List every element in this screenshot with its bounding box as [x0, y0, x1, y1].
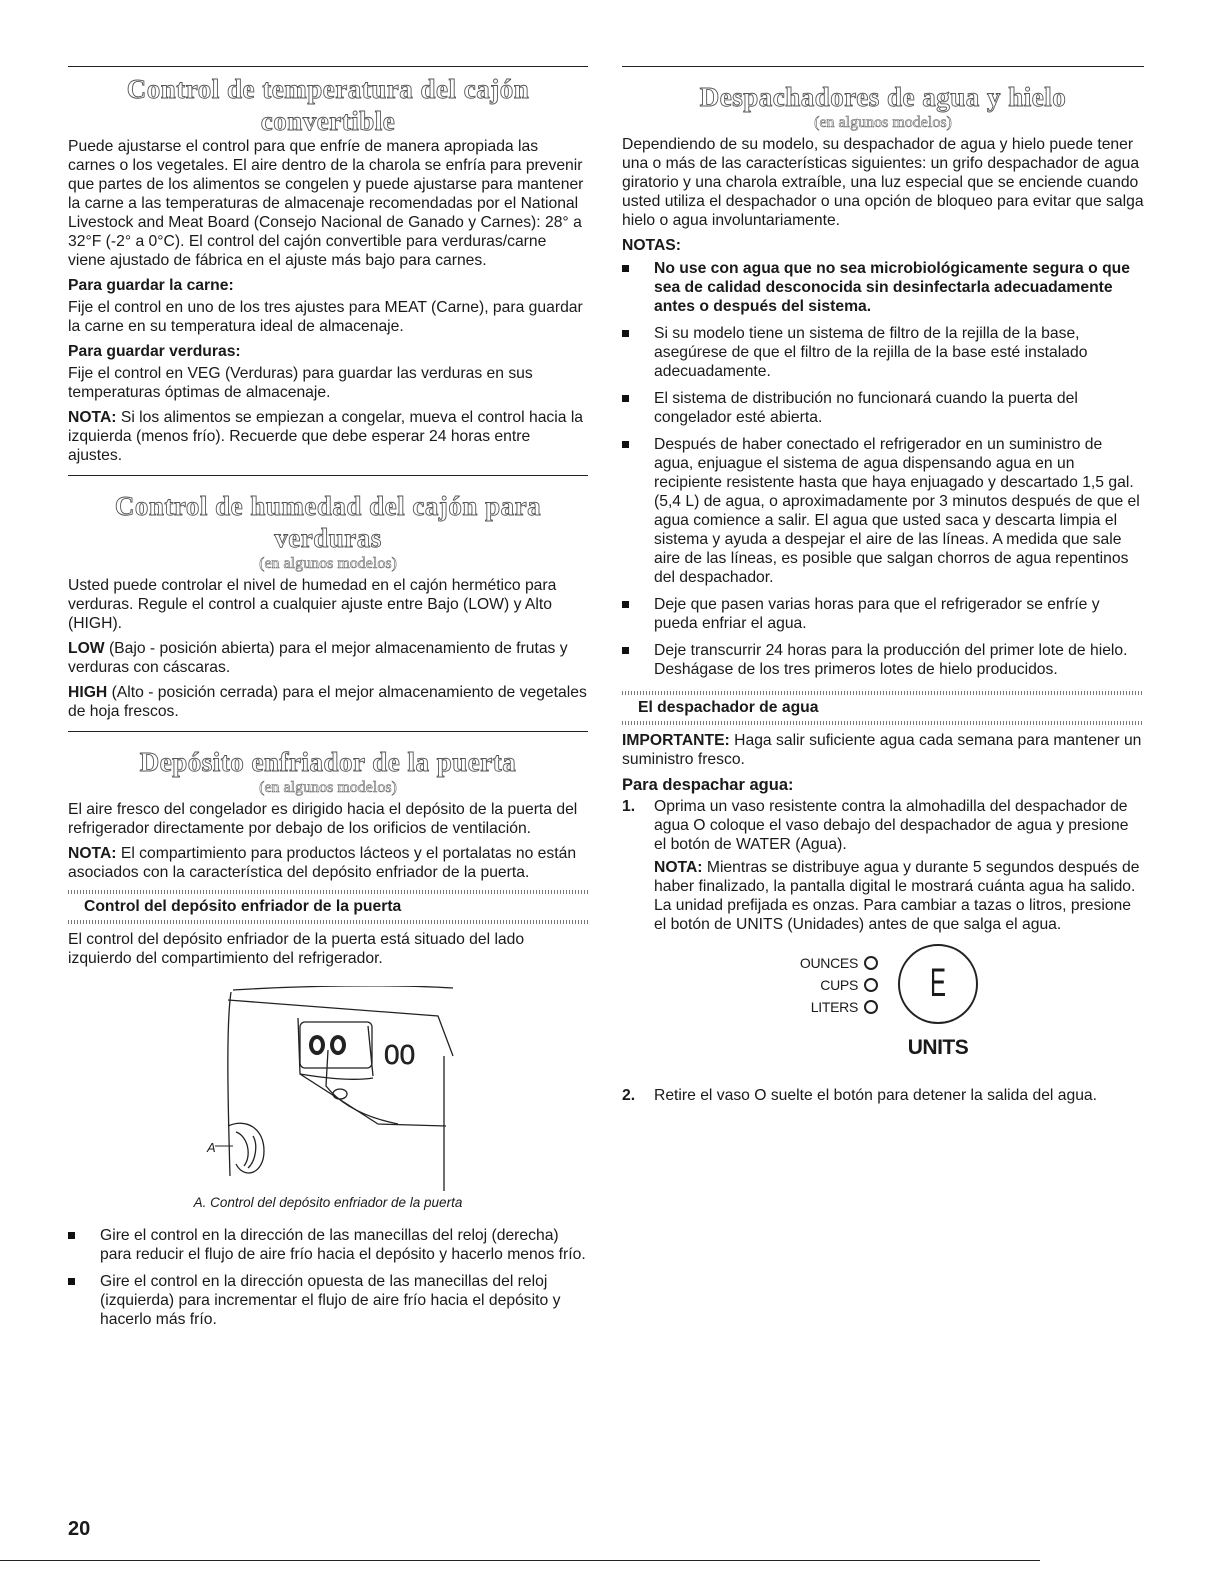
liters-indicator-icon — [864, 1000, 878, 1014]
section-rule — [68, 475, 588, 476]
unit-indicators — [864, 956, 878, 1014]
paragraph: Fije el control en uno de los tres ajustes para MEAT (Carne), para guardar la carne en su temperatura ideal de almacenaje. — [68, 299, 583, 335]
section-title-humidity: Control de humedad del cajón para verduras — [114, 491, 542, 553]
low-label: LOW — [68, 640, 105, 657]
note-paragraph — [68, 408, 588, 465]
step-item — [622, 1086, 1144, 1105]
figure-letter-a: A — [207, 1140, 216, 1155]
step-number: 1. — [622, 798, 636, 815]
cups-indicator-icon — [864, 978, 878, 992]
steps-list — [622, 797, 1144, 934]
units-button-label: UNITS — [907, 1036, 969, 1059]
notes-list — [622, 259, 1144, 679]
note-text: Mientras se distribuye agua y durante 5 segundos después de haber finalizado, la pantalla digital le mostrará cuánta agua ha salido. La unidad prefijada es onzas. Para cambiar a tazas o litros, presione el botón de UNITS (Unidades) antes de que salga el agua. — [654, 859, 1140, 933]
left-column — [68, 66, 588, 1337]
low-text: (Bajo - posición abierta) para el mejor almacenamiento de frutas y verduras con cáscaras. — [68, 640, 568, 676]
note-label: NOTA: — [68, 409, 117, 426]
step-text: Oprima un vaso resistente contra la almohadilla del despachador de agua O coloque el vaso debajo del despachador de agua y presione el botón de WATER (Agua). — [654, 798, 1129, 853]
note-paragraph — [68, 844, 588, 882]
step-item — [622, 797, 1144, 934]
note-label: NOTA: — [68, 845, 117, 862]
unit-ounces-label: OUNCES — [799, 955, 858, 971]
high-label: HIGH — [68, 684, 108, 701]
section-rule — [68, 66, 588, 67]
section-title-door-bin: Depósito enfriador de la puerta — [139, 747, 517, 777]
list-item — [622, 595, 1144, 633]
section-rule — [68, 731, 588, 732]
bullet-square-icon — [622, 647, 629, 654]
list-item-text: Gire el control en la dirección de las manecillas del reloj (derecha) para reducir el flujo de aire frío hacia el depósito y hacerlo menos frío. — [100, 1227, 586, 1263]
subheading-meat: Para guardar la carne: — [68, 277, 234, 294]
subsection-box — [622, 691, 1144, 725]
bullet-square-icon — [622, 265, 629, 272]
notes-heading: NOTAS: — [622, 237, 681, 254]
section-subtitle: (en algunos modelos) — [259, 555, 397, 572]
list-item-text: Deje transcurrir 24 horas para la producción del primer lote de hielo. Deshágase de los tres primeros lotes de hielo producidos. — [654, 642, 1128, 678]
section-rule — [622, 66, 1144, 67]
list-item — [622, 389, 1144, 427]
list-item-text: Después de haber conectado el refrigerador en un suministro de agua, enjuague el sistema de agua dispensando agua en un recipiente resistente hasta que haya enjuagado y descartado 1,5 gal. (5,4 L) de agua, o aproximadamente por 3 minutos después de que el agua comience a salir. El agua que usted saca y descarta limpia el sistema y ayuda a despejar el aire de las líneas. A medida que sale aire de las líneas, es posible que salgan chorros de agua repentinos del despachador. — [654, 436, 1140, 586]
units-button-letter: E — [929, 961, 947, 1005]
paragraph — [68, 683, 588, 721]
subsection-label: Control del depósito enfriador de la puerta — [84, 898, 402, 915]
bullet-list — [68, 1226, 588, 1329]
units-button[interactable] — [898, 944, 978, 1024]
bullet-square-icon — [68, 1232, 75, 1239]
dotted-rule — [622, 721, 1144, 725]
note-text: El compartimiento para productos lácteos y el portalatas no están asociados con la característica del depósito enfriador de la puerta. — [68, 845, 577, 881]
subheading-dispense: Para despachar agua: — [622, 776, 794, 794]
bullet-square-icon — [622, 441, 629, 448]
unit-liters-label: LITERS — [810, 999, 858, 1015]
paragraph: Fije el control en VEG (Verduras) para guardar las verduras en sus temperaturas óptimas de almacenaje. — [68, 365, 533, 401]
subsection-label: El despachador de agua — [638, 699, 819, 716]
subheading-veg: Para guardar verduras: — [68, 343, 241, 360]
note-label: NOTA: — [654, 859, 703, 876]
list-item-text: Gire el control en la dirección opuesta de las manecillas del reloj (izquierda) para incrementar el flujo de aire frío hacia el depósito y hacerlo más frío. — [100, 1273, 561, 1328]
paragraph — [68, 639, 588, 677]
dotted-rule — [68, 920, 588, 924]
unit-labels — [772, 952, 858, 1018]
important-paragraph — [622, 731, 1144, 769]
list-item — [622, 435, 1144, 587]
right-column — [622, 66, 1144, 1111]
important-text: Haga salir suficiente agua cada semana para mantener un suministro fresco. — [622, 732, 1142, 768]
section-title-dispensers: Despachadores de agua y hielo — [699, 82, 1067, 112]
list-item — [68, 1272, 588, 1329]
important-label: IMPORTANTE: — [622, 732, 730, 749]
step-text: Retire el vaso O suelte el botón para detener la salida del agua. — [654, 1087, 1098, 1104]
list-item — [622, 324, 1144, 381]
section-subtitle: (en algunos modelos) — [259, 779, 397, 796]
note-text: Si los alimentos se empiezan a congelar, mueva el control hacia la izquierda (menos frío). Recuerde que debe esperar 24 horas entre ajustes. — [68, 409, 584, 464]
bullet-square-icon — [622, 395, 629, 402]
svg-text:00: 00 — [384, 1039, 416, 1070]
list-item-text: No use con agua que no sea microbiológicamente segura o que sea de calidad desconocida sin desinfectarla adecuadamente antes o después del sistema. — [654, 260, 1130, 315]
high-text: (Alto - posición cerrada) para el mejor almacenamiento de vegetales de hoja frescos. — [68, 684, 587, 720]
section-subtitle: (en algunos modelos) — [814, 114, 952, 131]
page-number: 20 — [68, 1518, 91, 1540]
list-item-text: El sistema de distribución no funcionará cuando la puerta del congelador esté abierta. — [654, 390, 1078, 426]
bullet-square-icon — [68, 1278, 75, 1285]
ounces-indicator-icon — [864, 956, 878, 970]
list-item — [68, 1226, 588, 1264]
paragraph: El control del depósito enfriador de la puerta está situado del lado izquierdo del compartimiento del refrigerador. — [68, 931, 525, 967]
page-bottom-rule — [0, 1560, 1040, 1561]
subsection-box — [68, 890, 588, 924]
steps-list — [622, 1086, 1144, 1105]
note-paragraph — [654, 858, 1144, 934]
figure-caption: A. Control del depósito enfriador de la puerta — [193, 1195, 463, 1210]
list-item-text: Si su modelo tiene un sistema de filtro de la rejilla de la base, asegúrese de que el filtro de la rejilla de la base esté instalado adecuadamente. — [654, 325, 1088, 380]
list-item — [622, 641, 1144, 679]
door-bin-illustration — [68, 986, 588, 1191]
door-bin-figure — [68, 986, 588, 1191]
paragraph: Dependiendo de su modelo, su despachador de agua y hielo puede tener una o más de las características siguientes: un grifo despachador de agua giratorio y una charola extraíble, una luz especial que se enciende cuando usted utiliza el despachador o una opción de bloqueo para evitar que salga hielo o agua involuntariamente. — [622, 136, 1144, 229]
units-panel — [622, 940, 1144, 1080]
unit-cups-label: CUPS — [820, 977, 858, 993]
bullet-square-icon — [622, 601, 629, 608]
list-item — [622, 259, 1144, 316]
paragraph: El aire fresco del congelador es dirigido hacia el depósito de la puerta del refrigerador directamente por debajo de los orificios de ventilación. — [68, 801, 578, 837]
paragraph: Usted puede controlar el nivel de humedad en el cajón hermético para verduras. Regule el control a cualquier ajuste entre Bajo (LOW) y Alto (HIGH). — [68, 577, 557, 632]
paragraph: Puede ajustarse el control para que enfríe de manera apropiada las carnes o los vegetales. El aire dentro de la charola se enfría para prevenir que partes de los alimentos se congelen y puede ajustarse para mantener la carne a las temperaturas de almacenaje recomendadas por el National Livestock and Meat Board (Consejo Nacional de Ganado y Carnes): 28° a 32°F (-2° a 0°C). El control del cajón convertible para verduras/carne viene ajustado de fábrica en el ajuste más bajo para carnes. — [68, 138, 584, 269]
step-number: 2. — [622, 1087, 636, 1104]
list-item-text: Deje que pasen varias horas para que el refrigerador se enfríe y pueda enfriar el agua. — [654, 596, 1100, 632]
section-title-temperature: Control de temperatura del cajón convertible — [126, 74, 530, 136]
bullet-square-icon — [622, 330, 629, 337]
